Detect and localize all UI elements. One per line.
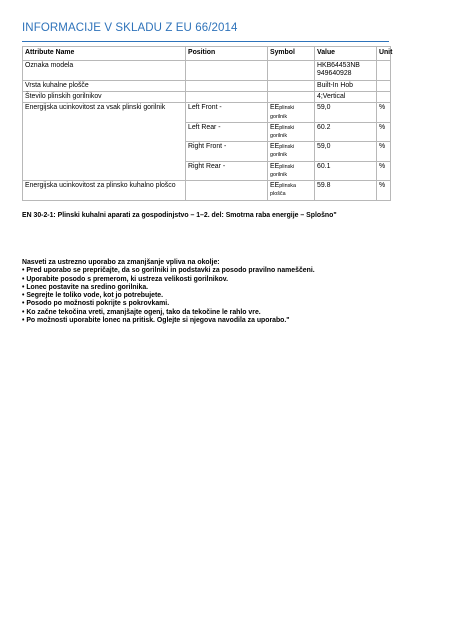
- unit-cell: [377, 81, 391, 92]
- table-row: [23, 61, 391, 81]
- attribute-cell: Število plinskih gorilnikov: [23, 92, 186, 103]
- table-row: [23, 181, 391, 201]
- unit-cell: %: [377, 161, 391, 180]
- table-row: [23, 103, 391, 122]
- value-cell: 60.2: [315, 122, 377, 141]
- advice-item: • Uporabite posodo s premerom, ki ustreza velikosti gorilnikov.: [22, 275, 228, 283]
- position-cell: Right Rear -: [186, 161, 268, 180]
- value-cell: 59.8: [315, 181, 377, 201]
- symbol-cell: [268, 122, 315, 141]
- symbol-cell: [268, 142, 315, 161]
- symbol-main: EE: [270, 104, 280, 112]
- title-underline: [22, 41, 389, 42]
- position-cell: Left Rear -: [186, 122, 268, 141]
- position-cell: Left Front -: [186, 103, 268, 122]
- symbol-subscript: plinski gorilnik: [270, 163, 295, 178]
- advice-heading: Nasveti za ustrezno uporabo za zmanjšanje vpliva na okolje:: [22, 259, 220, 266]
- advice-section: [22, 259, 422, 325]
- header-symbol: Symbol: [268, 47, 315, 61]
- value-cell: 60.1: [315, 161, 377, 180]
- advice-item: • Po možnosti uporabite lonec na pritisk. Oglejte si njegova navodila za uporabo.": [22, 317, 290, 325]
- value-cell: 59,0: [315, 103, 377, 122]
- unit-cell: %: [377, 103, 391, 122]
- header-value: Value: [315, 47, 377, 61]
- position-cell: [186, 181, 268, 201]
- symbol-cell: [268, 61, 315, 81]
- header-attribute-name: Attribute Name: [23, 47, 186, 61]
- header-unit: Unit: [377, 47, 391, 61]
- symbol-subscript: plinski gorilnik: [270, 124, 295, 140]
- advice-item: • Lonec postavite na sredino gorilnika.: [22, 283, 149, 291]
- position-cell: [186, 92, 268, 103]
- symbol-cell: [268, 161, 315, 180]
- value-cell: Built-In Hob: [315, 81, 377, 92]
- symbol-cell: [268, 181, 315, 201]
- attribute-cell: Vrsta kuhalne plošče: [23, 81, 186, 92]
- symbol-main: EE: [270, 143, 280, 151]
- table-row: [23, 81, 391, 92]
- symbol-main: EE: [270, 162, 280, 170]
- unit-cell: [377, 92, 391, 103]
- unit-cell: %: [377, 142, 391, 161]
- symbol-subscript: plinska plošča: [270, 183, 296, 198]
- table-row: [23, 92, 391, 103]
- unit-cell: [377, 61, 391, 81]
- attribute-cell: Energijska ucinkovitost za vsak plinski gorilnik: [23, 103, 186, 181]
- symbol-cell: [268, 92, 315, 103]
- header-position: Position: [186, 47, 268, 61]
- value-cell: HKB64453NB 949640928: [315, 61, 377, 81]
- advice-item: • Ko začne tekočina vreti, zmanjšajte ogenj, tako da tekočine le rahlo vre.: [22, 308, 261, 316]
- attribute-cell: Energijska ucinkovitost za plinsko kuhalno plošco: [23, 181, 186, 201]
- advice-item: • Posodo po možnosti pokrijte s pokrovkami.: [22, 300, 170, 308]
- position-cell: [186, 81, 268, 92]
- symbol-subscript: plinski gorilnik: [270, 144, 295, 159]
- value-cell: 59,0: [315, 142, 377, 161]
- symbol-subscript: plinski gorilnik: [270, 105, 295, 120]
- symbol-cell: [268, 81, 315, 92]
- symbol-cell: [268, 103, 315, 122]
- document-title: INFORMACIJE V SKLADU Z EU 66/2014: [22, 22, 238, 34]
- symbol-main: EE: [270, 123, 280, 131]
- table-header-row: [23, 47, 391, 61]
- advice-item: • Pred uporabo se prepričajte, da so gorilniki in podstavki za posodo pravilno nameščeni.: [22, 267, 315, 275]
- symbol-main: EE: [270, 182, 280, 190]
- attribute-cell: Oznaka modela: [23, 61, 186, 81]
- advice-item: • Segrejte le toliko vode, kot jo potrebujete.: [22, 292, 164, 300]
- position-cell: [186, 61, 268, 81]
- value-cell: 4;Vertical: [315, 92, 377, 103]
- standard-reference: EN 30-2-1: Plinski kuhalni aparati za gospodinjstvo – 1–2. del: Smotrna raba energije – Splošno": [22, 212, 337, 219]
- spec-table: [22, 46, 391, 201]
- position-cell: Right Front -: [186, 142, 268, 161]
- unit-cell: %: [377, 122, 391, 141]
- unit-cell: %: [377, 181, 391, 201]
